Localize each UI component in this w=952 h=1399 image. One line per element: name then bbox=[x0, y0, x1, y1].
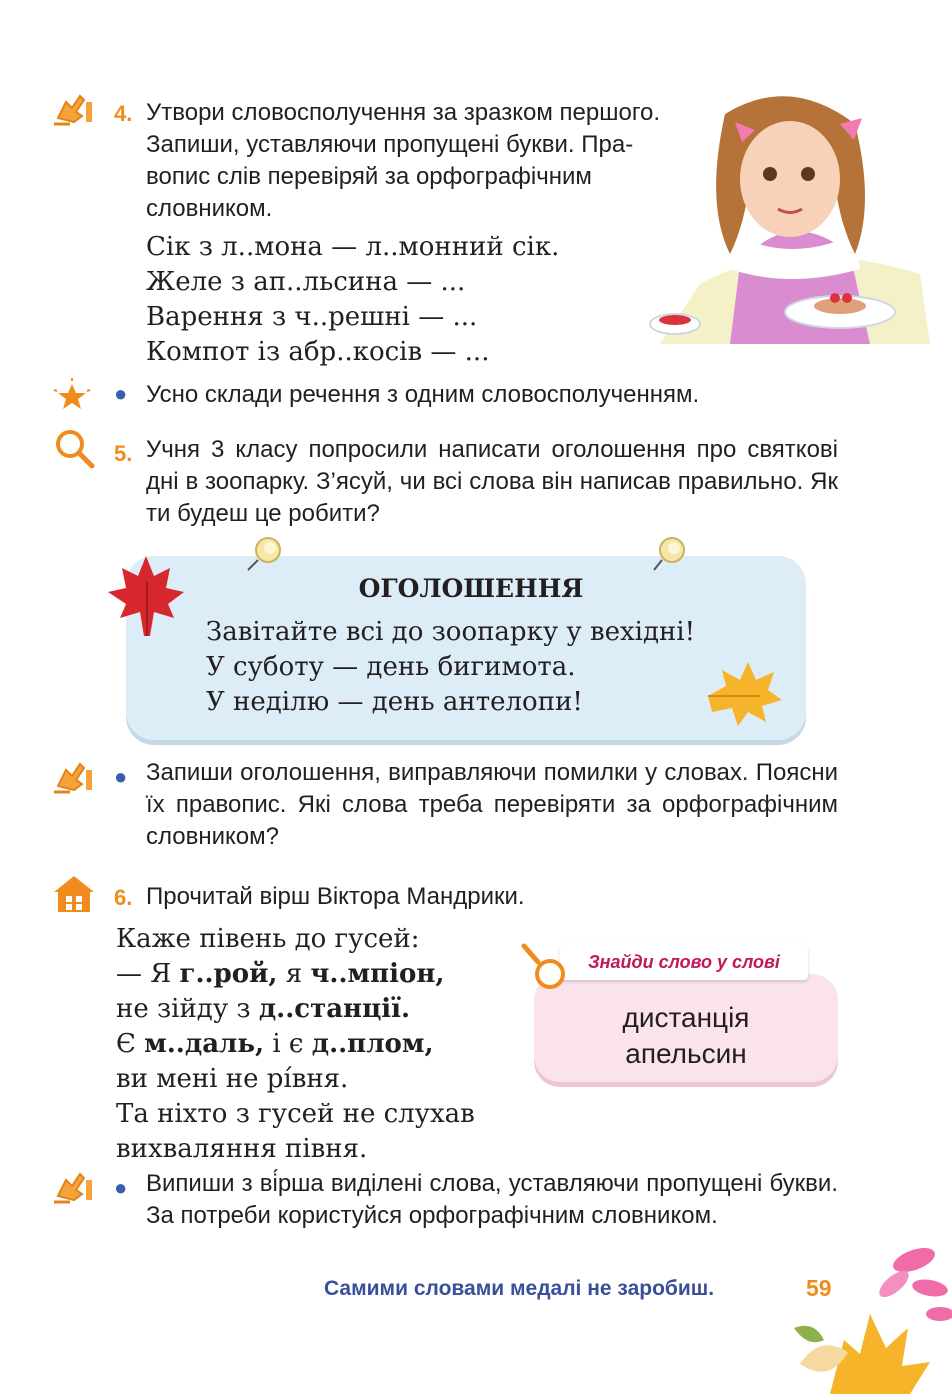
notice-title: ОГОЛОШЕННЯ bbox=[358, 574, 584, 603]
writing-hand-icon bbox=[52, 1166, 96, 1206]
magnifier-icon bbox=[520, 942, 568, 992]
exercise-number: 5. bbox=[114, 441, 133, 466]
notice-text: Завітайте всі до зоопарку у вехідні! У суботу — день бигимота. У неділю — день антелопи! bbox=[206, 617, 696, 717]
pushpin-icon bbox=[244, 534, 284, 574]
writing-hand-icon bbox=[52, 88, 96, 128]
exercise-5-task: Запиши оголошення, виправляючи помилки у словах. Поясни їх правопис. Які слова треба перевіряти за орфографічним словником? bbox=[146, 759, 838, 850]
exercise-4-examples: Сік з л..мона — л..монний сік. Желе з ап..льсина — ... Варення з ч..решні — ... Компот із абр..косів — ... bbox=[146, 232, 560, 367]
exercise-number: 6. bbox=[114, 885, 133, 910]
writing-hand-icon bbox=[52, 756, 96, 796]
exercise-5-text: Учня 3 класу попросили написати оголошення про святкові дні в зоопарку. З’ясуй, чи всі слова він написав правильно. Як ти будеш це робити? bbox=[146, 436, 838, 527]
page-number: 59 bbox=[806, 1275, 832, 1301]
pushpin-icon bbox=[650, 534, 690, 574]
exercise-4-text: Утвори словосполучення за зразком першого. Запиши, уставляючи пропущені букви. Пра- вопис слів перевіряй за орфографічним словником. bbox=[146, 99, 661, 222]
tip-words: дистанція апельсин bbox=[622, 1002, 750, 1069]
magnifier-icon bbox=[52, 426, 96, 470]
proverb: Самими словами медалі не заробиш. bbox=[324, 1277, 715, 1300]
corner-leaves-decoration bbox=[790, 1244, 952, 1394]
house-icon bbox=[52, 874, 96, 914]
bullet: ● bbox=[114, 1175, 128, 1200]
star-icon bbox=[52, 378, 92, 414]
exercise-4-task: Усно склади речення з одним словосполученням. bbox=[146, 381, 700, 408]
tip-title: Знайди слово у слові bbox=[588, 952, 780, 972]
girl-illustration bbox=[640, 84, 940, 354]
bullet: ● bbox=[114, 764, 128, 789]
bullet: ● bbox=[114, 381, 128, 406]
exercise-6-task: Випиши з ві́рша виділені слова, уставляючи пропущені букви. За потреби користуйся орфографічним словником. bbox=[146, 1170, 838, 1229]
exercise-number: 4. bbox=[114, 101, 133, 126]
poem: Каже півень до гусей: — Я г..рой, я ч..мпіон, не зійду з д..станції. Є м..даль, і є д..плом, ви мені не рі́вня. Та ніхто з гусей не слухав вихваляння півня. bbox=[116, 924, 475, 1164]
autumn-leaf-icon bbox=[700, 656, 784, 728]
exercise-6-intro: Прочитай вірш Віктора Мандрики. bbox=[146, 883, 525, 910]
